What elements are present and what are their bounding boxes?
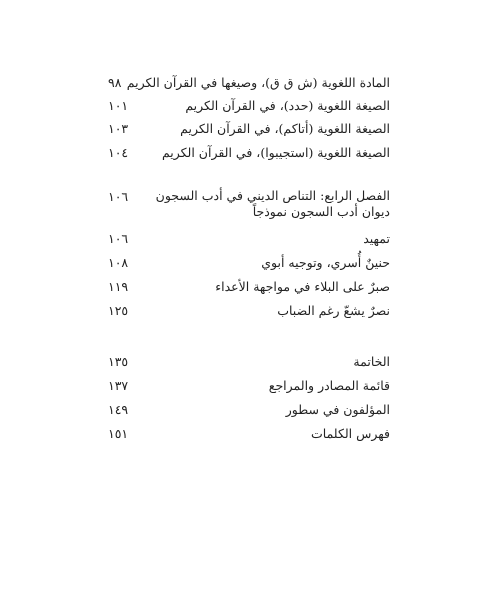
toc-entry-page: ١٠٨ — [108, 255, 129, 270]
toc-entry-page: ٩٨ — [108, 75, 122, 90]
toc-entry-page: ١٠٣ — [108, 121, 129, 136]
toc-entry-title: الصيغة اللغوية (حدد)، في القرآن الكريم — [185, 98, 390, 113]
toc-entry-page: ١١٩ — [108, 279, 129, 294]
toc-entry-page: ١٤٩ — [108, 402, 129, 417]
toc-entry — [108, 377, 390, 399]
toc-entry-page: ١٠٦ — [108, 189, 129, 204]
toc-entry-title: فهرس الكلمات — [311, 426, 390, 441]
toc-entry — [108, 97, 390, 119]
toc-entry-page: ١٠٤ — [108, 145, 129, 160]
toc-entry — [108, 120, 390, 142]
toc-entry-title: المادة اللغوية (ش ق ق)، وصيغها في القرآن الكريم — [126, 75, 390, 90]
toc-chapter-entry — [108, 188, 390, 228]
toc-entry-page: ١٠١ — [108, 98, 129, 113]
toc-entry-title: الصيغة اللغوية (أتاكم)، في القرآن الكريم — [180, 121, 390, 136]
toc-entry — [108, 302, 390, 324]
toc-entry — [108, 425, 390, 447]
toc-chapter-title: الفصل الرابع: التناص الديني في أدب السجون ديوان أدب السجون نموذجاً — [155, 188, 390, 219]
toc-entry-title: نصرٌ يشعّ رغم الضباب — [277, 303, 390, 318]
toc-entry-page: ١٠٦ — [108, 231, 129, 246]
toc-entry-page: ١٢٥ — [108, 303, 129, 318]
toc-entry-page: ١٣٥ — [108, 354, 129, 369]
toc-entry — [108, 401, 390, 423]
toc-entry — [108, 74, 390, 96]
toc-entry-title: الخاتمة — [353, 354, 390, 369]
toc-entry — [108, 254, 390, 276]
toc-entry-title: الصيغة اللغوية (استجيبوا)، في القرآن الكريم — [161, 145, 390, 160]
toc-entry-title: تمهيد — [363, 231, 390, 246]
toc-entry — [108, 144, 390, 166]
toc-entry — [108, 353, 390, 375]
toc-entry-title: قائمة المصادر والمراجع — [268, 378, 390, 393]
toc-entry — [108, 230, 390, 252]
toc-entry-title: صبرٌ على البلاء في مواجهة الأعداء — [215, 279, 390, 294]
toc-entry — [108, 278, 390, 300]
toc-entry-page: ١٣٧ — [108, 378, 129, 393]
toc-entry-page: ١٥١ — [108, 426, 129, 441]
toc-entry-title: المؤلفون في سطور — [285, 402, 390, 417]
toc-entry-title: حنينٌ أُسري، وتوجيه أبوي — [261, 255, 390, 270]
